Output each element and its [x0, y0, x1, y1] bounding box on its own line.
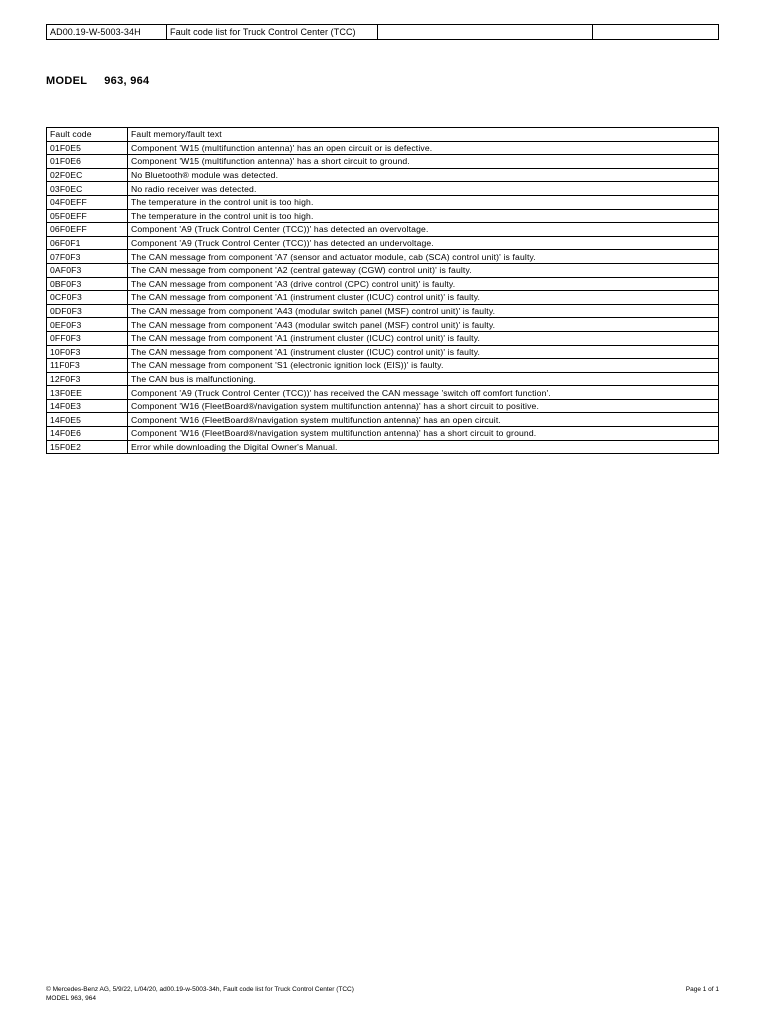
- table-row: [47, 263, 719, 277]
- fault-text-cell: The temperature in the control unit is too high.: [128, 209, 719, 223]
- fault-text-cell: Component 'W16 (FleetBoard®/navigation system multifunction antenna)' has a short circuit to ground.: [128, 427, 719, 441]
- fault-text-cell: The CAN message from component 'A1 (instrument cluster (ICUC) control unit)' is faulty.: [128, 331, 719, 345]
- fault-code-cell: 0DF0F3: [47, 304, 128, 318]
- table-row: [47, 182, 719, 196]
- model-label: MODEL: [46, 75, 88, 87]
- table-row: [47, 318, 719, 332]
- table-row: [47, 413, 719, 427]
- fault-text-cell: Component 'W15 (multifunction antenna)' has a short circuit to ground.: [128, 155, 719, 169]
- fault-text-cell: No Bluetooth® module was detected.: [128, 168, 719, 182]
- footer-copyright: © Mercedes-Benz AG, 5/9/22, L/04/20, ad00.19-w-5003-34h, Fault code list for Truck Control Center (TCC): [46, 986, 354, 993]
- document-title: Fault code list for Truck Control Center (TCC): [167, 25, 378, 40]
- table-row: [47, 168, 719, 182]
- table-row: [47, 141, 719, 155]
- fault-code-cell: 0FF0F3: [47, 331, 128, 345]
- fault-text-cell: The CAN message from component 'A43 (modular switch panel (MSF) control unit)' is faulty.: [128, 318, 719, 332]
- fault-text-cell: The CAN message from component 'A1 (instrument cluster (ICUC) control unit)' is faulty.: [128, 291, 719, 305]
- fault-code-cell: 14F0E5: [47, 413, 128, 427]
- header-empty-cell: [593, 25, 719, 40]
- column-header-fault-text: Fault memory/fault text: [128, 128, 719, 142]
- table-row: [47, 209, 719, 223]
- fault-text-cell: Component 'A9 (Truck Control Center (TCC))' has detected an overvoltage.: [128, 223, 719, 237]
- table-row: [47, 223, 719, 237]
- fault-code-cell: 03F0EC: [47, 182, 128, 196]
- fault-text-cell: Component 'W15 (multifunction antenna)' has an open circuit or is defective.: [128, 141, 719, 155]
- fault-code-cell: 06F0EFF: [47, 223, 128, 237]
- table-header-row: [47, 128, 719, 142]
- fault-code-cell: 04F0EFF: [47, 195, 128, 209]
- fault-code-cell: 12F0F3: [47, 372, 128, 386]
- table-row: [47, 386, 719, 400]
- page-number: Page 1 of 1: [685, 986, 719, 993]
- fault-code-cell: 14F0E3: [47, 399, 128, 413]
- fault-code-cell: 01F0E5: [47, 141, 128, 155]
- table-row: [47, 440, 719, 454]
- table-row: [47, 236, 719, 250]
- fault-text-cell: No radio receiver was detected.: [128, 182, 719, 196]
- header-table: [46, 24, 719, 40]
- table-row: [47, 345, 719, 359]
- fault-text-cell: Error while downloading the Digital Owner's Manual.: [128, 440, 719, 454]
- table-row: [47, 331, 719, 345]
- fault-text-cell: The CAN message from component 'A2 (central gateway (CGW) control unit)' is faulty.: [128, 263, 719, 277]
- fault-code-table: [46, 127, 719, 454]
- fault-text-cell: The CAN message from component 'A1 (instrument cluster (ICUC) control unit)' is faulty.: [128, 345, 719, 359]
- fault-code-cell: 07F0F3: [47, 250, 128, 264]
- fault-code-cell: 13F0EE: [47, 386, 128, 400]
- table-row: [47, 399, 719, 413]
- fault-code-cell: 0EF0F3: [47, 318, 128, 332]
- fault-text-cell: Component 'W16 (FleetBoard®/navigation system multifunction antenna)' has an open circuit.: [128, 413, 719, 427]
- fault-text-cell: Component 'A9 (Truck Control Center (TCC))' has detected an undervoltage.: [128, 236, 719, 250]
- fault-text-cell: The CAN message from component 'A3 (drive control (CPC) control unit)' is faulty.: [128, 277, 719, 291]
- fault-code-cell: 05F0EFF: [47, 209, 128, 223]
- column-header-fault-code: Fault code: [47, 128, 128, 142]
- fault-code-cell: 10F0F3: [47, 345, 128, 359]
- fault-code-cell: 02F0EC: [47, 168, 128, 182]
- table-row: [47, 277, 719, 291]
- table-row: [47, 291, 719, 305]
- document-id: AD00.19-W-5003-34H: [47, 25, 167, 40]
- table-row: [47, 155, 719, 169]
- table-row: [47, 304, 719, 318]
- page-footer: [46, 985, 719, 1003]
- fault-code-cell: 0CF0F3: [47, 291, 128, 305]
- table-row: [47, 372, 719, 386]
- fault-code-cell: 06F0F1: [47, 236, 128, 250]
- table-row: [47, 250, 719, 264]
- fault-code-cell: 0AF0F3: [47, 263, 128, 277]
- fault-text-cell: The CAN message from component 'S1 (electronic ignition lock (EIS))' is faulty.: [128, 359, 719, 373]
- table-row: [47, 195, 719, 209]
- fault-code-cell: 01F0E6: [47, 155, 128, 169]
- fault-code-cell: 11F0F3: [47, 359, 128, 373]
- fault-text-cell: The CAN message from component 'A7 (sensor and actuator module, cab (SCA) control unit)' is faulty.: [128, 250, 719, 264]
- fault-text-cell: The temperature in the control unit is too high.: [128, 195, 719, 209]
- fault-text-cell: The CAN bus is malfunctioning.: [128, 372, 719, 386]
- table-row: [47, 427, 719, 441]
- header-empty-cell: [378, 25, 593, 40]
- fault-text-cell: Component 'A9 (Truck Control Center (TCC))' has received the CAN message 'switch off comfort function'.: [128, 386, 719, 400]
- fault-code-cell: 0BF0F3: [47, 277, 128, 291]
- footer-model: MODEL 963, 964: [46, 995, 96, 1002]
- fault-text-cell: Component 'W16 (FleetBoard®/navigation system multifunction antenna)' has a short circuit to positive.: [128, 399, 719, 413]
- fault-rows: [47, 141, 719, 454]
- model-value: 963, 964: [104, 75, 150, 87]
- table-row: [47, 359, 719, 373]
- fault-code-cell: 14F0E6: [47, 427, 128, 441]
- fault-code-cell: 15F0E2: [47, 440, 128, 454]
- model-heading: [46, 75, 149, 87]
- fault-text-cell: The CAN message from component 'A43 (modular switch panel (MSF) control unit)' is faulty.: [128, 304, 719, 318]
- header-row: [47, 25, 719, 40]
